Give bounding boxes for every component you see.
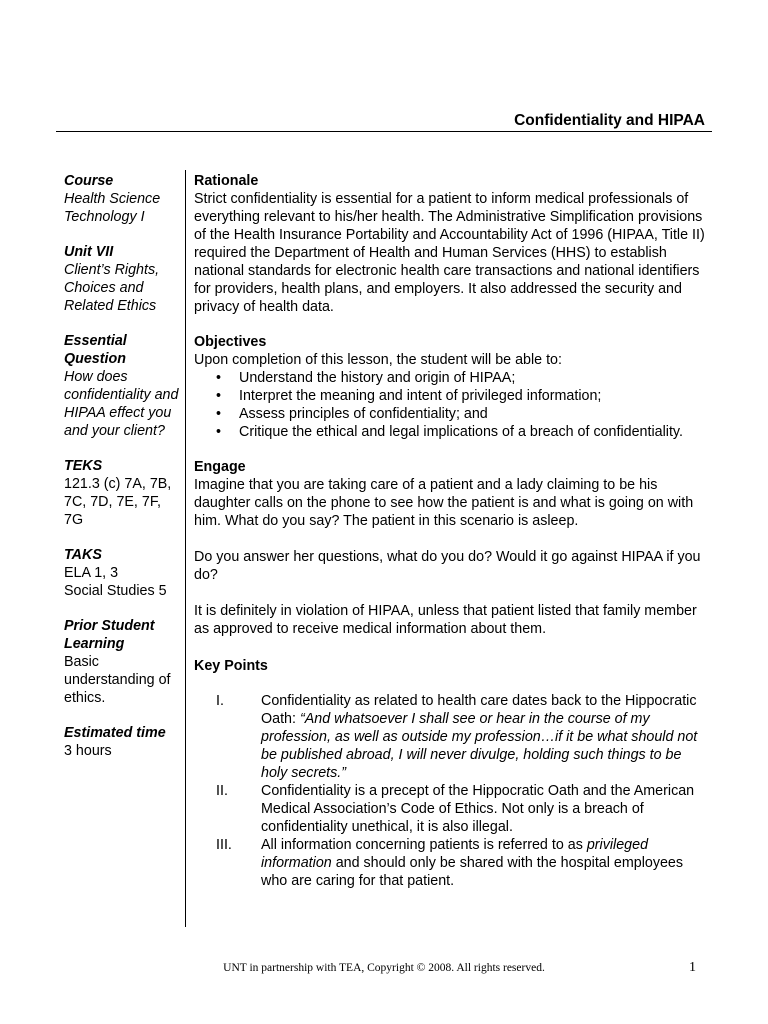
objective-item: [194, 405, 707, 423]
page-title: Confidentiality and HIPAA: [514, 112, 705, 129]
teks-block: [64, 457, 182, 529]
teks-heading: TEKS: [64, 458, 103, 474]
essential-question-heading: Essential Question: [64, 333, 127, 367]
prior-learning-value: Basic understanding of ethics.: [64, 654, 171, 706]
column-divider: [185, 170, 186, 927]
key-point-item: [194, 782, 707, 836]
bullet-icon: •: [216, 388, 222, 404]
course-value: Health Science Technology I: [64, 191, 161, 225]
engage-heading: Engage: [194, 459, 246, 475]
title-divider: [56, 131, 712, 132]
prior-learning-block: [64, 617, 182, 707]
estimated-time-value: 3 hours: [64, 743, 112, 759]
taks-block: [64, 546, 182, 600]
taks-heading: TAKS: [64, 547, 102, 563]
objectives-intro: Upon completion of this lesson, the student will be able to:: [194, 352, 562, 368]
unit-heading: Unit VII: [64, 244, 114, 260]
taks-line-2: Social Studies 5: [64, 583, 167, 599]
main-content: [194, 172, 707, 890]
rationale-text: Strict confidentiality is essential for a patient to inform medical professionals of everything relevant to his/her health. The Administrative Simplification provisions of the Health Insurance Portability and Accountability Act of 1996 (HIPAA, Title II) required the Department of Health and Human Services (HHS) to establish national standards for electronic health care transactions and national identifiers for providers, health plans, and employers. It also addressed the security and privacy of health data.: [194, 191, 705, 315]
course-heading: Course: [64, 173, 114, 189]
rationale-heading: Rationale: [194, 173, 259, 189]
key-point-number: III.: [216, 837, 232, 853]
hippocratic-oath-quote: “And whatsoever I shall see or hear in the course of my profession, as well as outside my profession…if it be what should not be published abroad, I will never divulge, holding such things to be holy secrets.”: [261, 711, 698, 781]
key-point-text-continued: and should only be shared with the hospital employees who are caring for that patient.: [261, 855, 684, 889]
estimated-time-heading: Estimated time: [64, 725, 166, 741]
bullet-icon: •: [216, 424, 222, 440]
objective-text: Assess principles of confidentiality; and: [239, 406, 488, 422]
essential-question-block: [64, 332, 182, 440]
key-point-item: [194, 692, 707, 782]
estimated-time-block: [64, 724, 182, 760]
objective-text: Understand the history and origin of HIPAA;: [239, 370, 516, 386]
key-points-section: [194, 657, 707, 890]
engage-paragraph-1: Imagine that you are taking care of a patient and a lady claiming to be his daughter calls on the phone to see how the patient is and what is going on with him. What do you say? The patient in this scenario is asleep.: [194, 477, 694, 529]
taks-line-1: ELA 1, 3: [64, 565, 119, 581]
unit-block: [64, 243, 182, 315]
objectives-section: [194, 333, 707, 441]
objective-text: Interpret the meaning and intent of privileged information;: [239, 388, 602, 404]
objective-item: [194, 387, 707, 405]
engage-paragraph-2: Do you answer her questions, what do you do? Would it go against HIPAA if you do?: [194, 549, 701, 583]
footer-copyright: UNT in partnership with TEA, Copyright © 2008. All rights reserved.: [223, 962, 545, 974]
prior-learning-heading: Prior Student Learning: [64, 618, 155, 652]
privileged-information-term: privileged information: [261, 837, 649, 871]
objectives-list: [194, 369, 707, 441]
bullet-icon: •: [216, 406, 222, 422]
objective-item: [194, 423, 707, 441]
objective-item: [194, 369, 707, 387]
essential-question-value: How does confidentiality and HIPAA effect you and your client?: [64, 369, 179, 439]
key-points-heading: Key Points: [194, 658, 268, 674]
key-point-number: I.: [216, 693, 224, 709]
key-points-list: [194, 692, 707, 890]
teks-value: 121.3 (c) 7A, 7B, 7C, 7D, 7E, 7F, 7G: [64, 476, 172, 528]
objective-text: Critique the ethical and legal implications of a breach of confidentiality.: [239, 424, 683, 440]
key-point-text: All information concerning patients is referred to as: [261, 837, 587, 853]
sidebar: [64, 172, 182, 777]
objectives-heading: Objectives: [194, 334, 267, 350]
course-block: [64, 172, 182, 226]
page-number: 1: [689, 960, 696, 975]
engage-section: [194, 458, 707, 638]
bullet-icon: •: [216, 370, 222, 386]
key-point-item: [194, 836, 707, 890]
key-point-number: II.: [216, 783, 228, 799]
engage-paragraph-3: It is definitely in violation of HIPAA, unless that patient listed that family member as approved to receive medical information about them.: [194, 603, 697, 637]
rationale-section: [194, 172, 707, 316]
unit-value: Client’s Rights, Choices and Related Ethics: [64, 262, 160, 314]
key-point-text: Confidentiality is a precept of the Hippocratic Oath and the American Medical Association’s Code of Ethics. Not only is a breach of confidentiality unethical, it is also illegal.: [261, 783, 695, 835]
key-point-text: Confidentiality as related to health care dates back to the Hippocratic Oath:: [261, 693, 697, 727]
